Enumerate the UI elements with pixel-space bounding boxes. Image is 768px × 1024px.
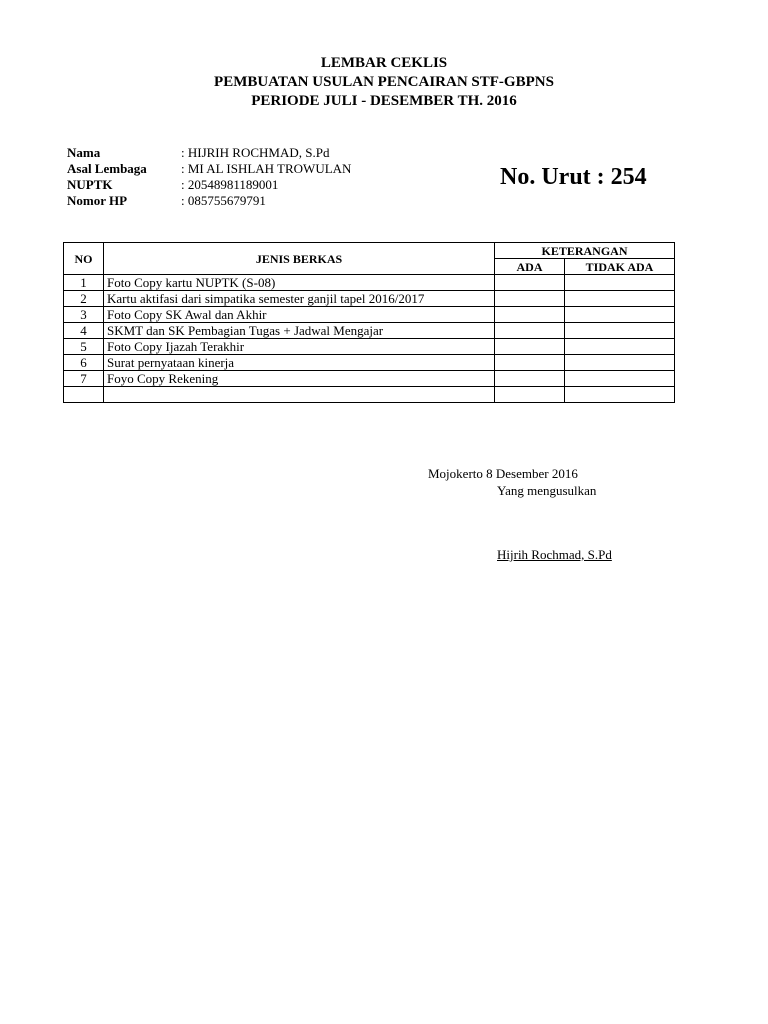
document-title xyxy=(0,54,768,111)
column-header-ada: ADA xyxy=(495,259,565,275)
info-value: : MI AL ISHLAH TROWULAN xyxy=(181,161,352,176)
info-label: NUPTK xyxy=(67,177,113,192)
info-value: : 085755679791 xyxy=(181,193,266,208)
row-number: 2 xyxy=(64,291,104,307)
table-row xyxy=(64,323,675,339)
table-row xyxy=(64,339,675,355)
table-row xyxy=(64,275,675,291)
info-row-nuptk xyxy=(67,177,351,193)
title-line-3: PERIODE JULI - DESEMBER TH. 2016 xyxy=(251,93,517,109)
column-header-jenis: JENIS BERKAS xyxy=(104,243,495,275)
table-row-empty xyxy=(64,387,675,403)
info-row-nama xyxy=(67,145,351,161)
row-tidak-ada-cell xyxy=(565,323,675,339)
row-document: Surat pernyataan kinerja xyxy=(104,355,495,371)
row-number: 3 xyxy=(64,307,104,323)
row-document: Foto Copy SK Awal dan Akhir xyxy=(104,307,495,323)
row-document: Kartu aktifasi dari simpatika semester ganjil tapel 2016/2017 xyxy=(104,291,495,307)
row-document: SKMT dan SK Pembagian Tugas + Jadwal Mengajar xyxy=(104,323,495,339)
row-ada-cell xyxy=(495,339,565,355)
row-number: 6 xyxy=(64,355,104,371)
row-number: 1 xyxy=(64,275,104,291)
title-line-2: PEMBUATAN USULAN PENCAIRAN STF-GBPNS xyxy=(214,74,554,90)
row-number: 4 xyxy=(64,323,104,339)
applicant-info xyxy=(67,145,351,209)
row-tidak-ada-cell xyxy=(565,371,675,387)
column-header-no: NO xyxy=(64,243,104,275)
info-row-asal-lembaga xyxy=(67,161,351,177)
info-label: Nomor HP xyxy=(67,193,128,208)
row-document xyxy=(104,387,495,403)
checklist-table xyxy=(63,242,675,403)
row-tidak-ada-cell xyxy=(565,275,675,291)
row-tidak-ada-cell xyxy=(565,387,675,403)
row-number: 7 xyxy=(64,371,104,387)
row-tidak-ada-cell xyxy=(565,355,675,371)
signature-block xyxy=(428,465,612,563)
row-document: Foto Copy kartu NUPTK (S-08) xyxy=(104,275,495,291)
row-document: Foyo Copy Rekening xyxy=(104,371,495,387)
row-ada-cell xyxy=(495,307,565,323)
row-ada-cell xyxy=(495,371,565,387)
sequence-number: No. Urut : 254 xyxy=(500,164,647,190)
row-ada-cell xyxy=(495,275,565,291)
info-label: Asal Lembaga xyxy=(67,161,147,176)
row-ada-cell xyxy=(495,323,565,339)
signer-role: Yang mengusulkan xyxy=(497,483,597,498)
table-row xyxy=(64,291,675,307)
row-tidak-ada-cell xyxy=(565,291,675,307)
column-header-tidak-ada: TIDAK ADA xyxy=(565,259,675,275)
title-line-1: LEMBAR CEKLIS xyxy=(320,55,448,71)
info-row-nomor-hp xyxy=(67,193,351,209)
row-ada-cell xyxy=(495,387,565,403)
row-number xyxy=(64,387,104,403)
row-ada-cell xyxy=(495,355,565,371)
table-row xyxy=(64,371,675,387)
table-row xyxy=(64,355,675,371)
signer-name: Hijrih Rochmad, S.Pd xyxy=(497,547,612,562)
table-row xyxy=(64,307,675,323)
table-header-row xyxy=(64,243,675,259)
info-label: Nama xyxy=(67,145,101,160)
row-tidak-ada-cell xyxy=(565,307,675,323)
row-number: 5 xyxy=(64,339,104,355)
row-tidak-ada-cell xyxy=(565,339,675,355)
info-value: : 20548981189001 xyxy=(181,177,279,192)
place-date: Mojokerto 8 Desember 2016 xyxy=(428,466,578,481)
row-ada-cell xyxy=(495,291,565,307)
info-value: : HIJRIH ROCHMAD, S.Pd xyxy=(181,145,330,160)
row-document: Foto Copy Ijazah Terakhir xyxy=(104,339,495,355)
column-header-keterangan: KETERANGAN xyxy=(495,243,675,259)
